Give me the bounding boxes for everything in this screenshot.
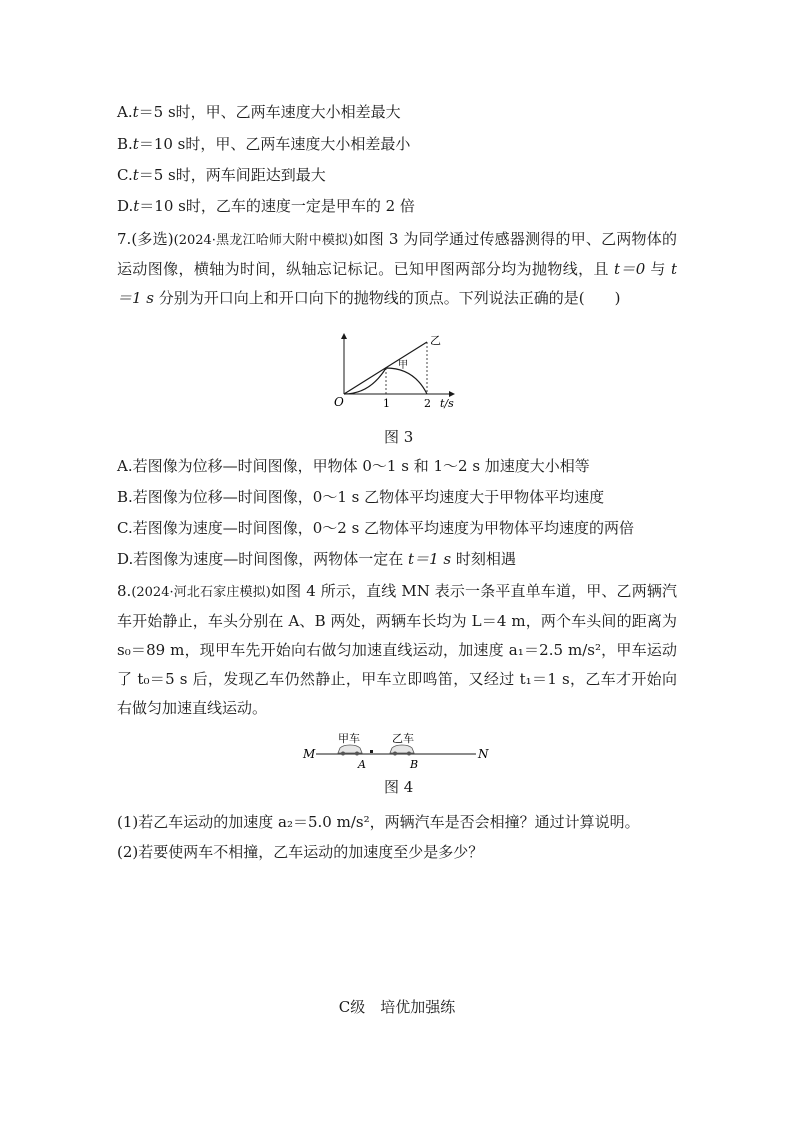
car-jia-label: 甲车: [338, 732, 360, 745]
q7-option-a: A.若图像为位移—时间图像，甲物体 0～1 s 和 1～2 s 加速度大小相等: [117, 457, 590, 475]
q8-stem: 8.(2024·河北石家庄模拟)如图 4 所示，直线 MN 表示一条平直单车道，甲、乙两辆汽车开始静止，车头分别在 A、B 两处，两辆车长均为 L＝4 m，两个车头间的距离为 s₀＝89 m，现甲车先开始向右做匀加速直线运动，加速度 a₁＝2.5 m/s²，甲车运动了 t₀＝5 s 后，发现乙车仍然静止，甲车立即鸣笛，又经过 t₁＝1 s，乙车才开始向右做匀加速直线运动。: [117, 582, 677, 717]
figure-3-graph: [330, 330, 470, 414]
x-axis-label: t/s: [440, 397, 454, 410]
q6-option-c: C.t＝5 s时，两车间距达到最大: [117, 166, 326, 184]
tick-1-label: 1: [383, 397, 390, 410]
label-a: A: [358, 758, 366, 771]
section-title: C级 培优加强练: [338, 998, 456, 1016]
gap-mark: [370, 750, 373, 753]
q8-sub-1: (1)若乙车运动的加速度 a₂＝5.0 m/s²，两辆汽车是否会相撞？通过计算说明。: [117, 813, 640, 831]
q6-option-b: B.t＝10 s时，甲、乙两车速度大小相差最小: [117, 135, 411, 153]
q6-option-a: A.t＝5 s时，甲、乙两车速度大小相差最大: [117, 103, 401, 121]
series-yi-label: 乙: [430, 334, 441, 347]
figure-4-road: [300, 730, 500, 772]
origin-label: O: [334, 395, 344, 409]
car-yi-label: 乙车: [392, 732, 414, 745]
label-n: N: [478, 747, 489, 761]
q8-sub-2: (2)若要使两车不相撞，乙车运动的加速度至少是多少？: [117, 843, 484, 861]
series-jia-label: 甲: [398, 360, 408, 371]
label-m: M: [303, 747, 316, 761]
figure-4-caption: 图 4: [384, 778, 414, 796]
curve-jia: [344, 368, 427, 394]
q7-option-d: D.若图像为速度—时间图像，两物体一定在 t＝1 s 时刻相遇: [117, 550, 516, 568]
q7-option-c: C.若图像为速度—时间图像，0～2 s 乙物体平均速度为甲物体平均速度的两倍: [117, 519, 635, 537]
tick-2-label: 2: [424, 397, 431, 410]
figure-3-caption: 图 3: [384, 428, 414, 446]
q7-stem: 7.(多选)(2024·黑龙江哈师大附中模拟)如图 3 为同学通过传感器测得的甲、乙两物体的运动图像，横轴为时间，纵轴忘记标记。已知甲图两部分均为抛物线，且 t＝0 与 t＝1 s 分别为开口向上和开口向下的抛物线的顶点。下列说法正确的是( ): [117, 230, 677, 307]
q7-option-b: B.若图像为位移—时间图像，0～1 s 乙物体平均速度大于甲物体平均速度: [117, 488, 605, 506]
label-b: B: [410, 758, 419, 771]
q6-option-d: D.t＝10 s时，乙车的速度一定是甲车的 2 倍: [117, 197, 415, 215]
